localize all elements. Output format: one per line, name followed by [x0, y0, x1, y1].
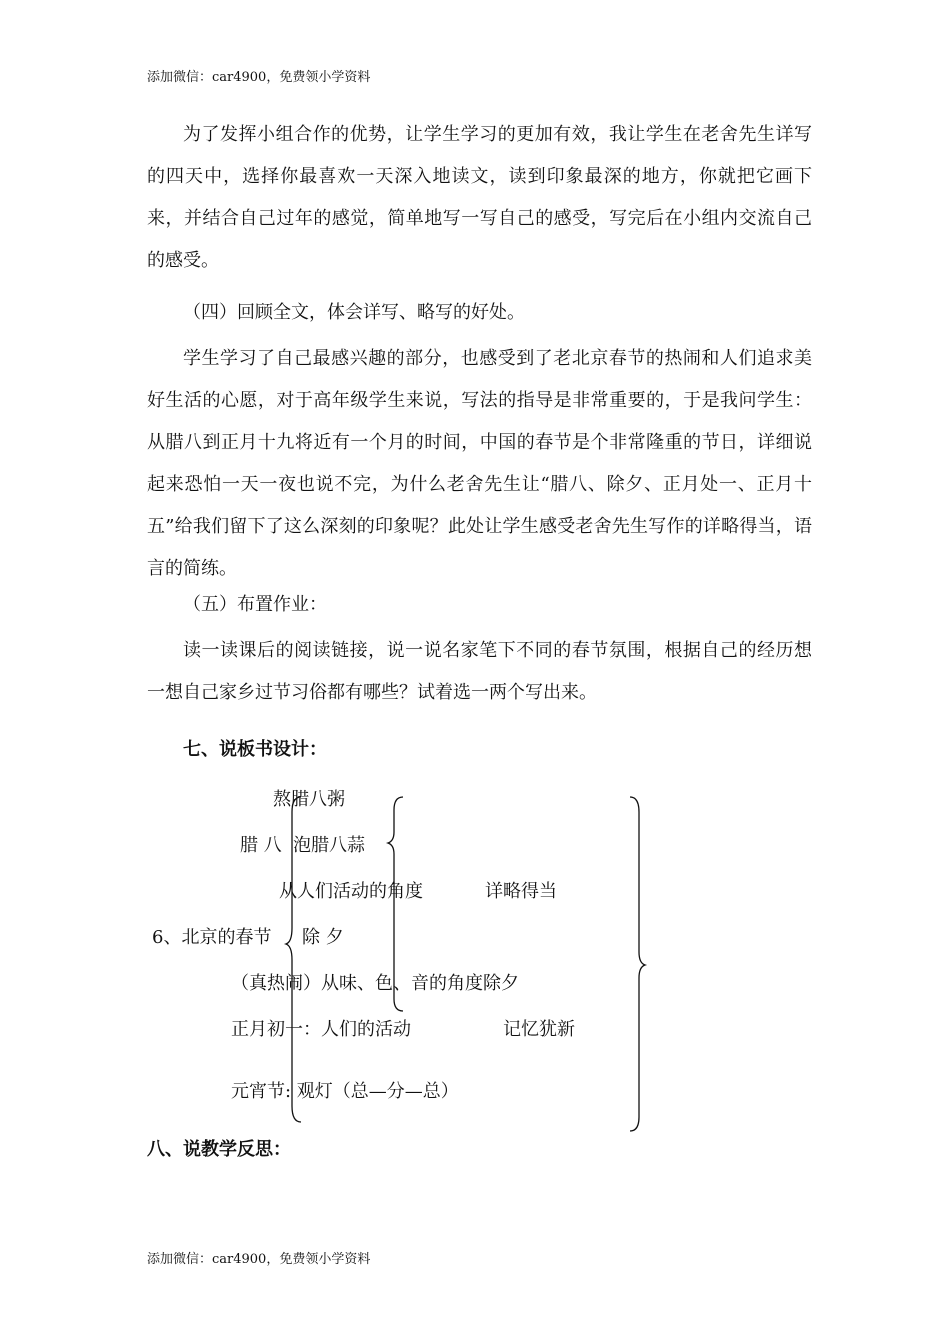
header-note: 添加微信：car4900，免费领小学资料 [147, 70, 371, 85]
board-note-memory: 记忆犹新 [503, 1019, 575, 1040]
heading-homework: （五）布置作业： [183, 594, 327, 615]
board-line-lantern: 元宵节: 观灯（总—分—总） [231, 1081, 459, 1102]
left-brace-small [388, 797, 403, 1011]
board-line-laba-porridge: 熬腊八粥 [273, 789, 345, 810]
board-label-laba: 腊 八 [240, 835, 282, 856]
board-note-detail: 详略得当 [485, 881, 557, 902]
paragraph-homework: 读一读课后的阅读链接，说一说名家笔下不同的春节氛围，根据自己的经历想一想自己家乡过节习俗都有哪些？试着选一两个写出来。 [147, 640, 812, 703]
section-8-title: 八、说教学反思： [147, 1139, 291, 1160]
board-title: 6、北京的春节 [152, 927, 272, 948]
board-label-new-years-eve: 除 夕 [302, 927, 344, 948]
section-7-title: 七、说板书设计： [183, 739, 327, 760]
board-line-activity-angle: 从人们活动的角度 [279, 881, 423, 902]
footer-note: 添加微信：car4900，免费领小学资料 [147, 1252, 371, 1267]
heading-review: （四）回顾全文，体会详写、略写的好处。 [183, 302, 525, 323]
paragraph-writing-method: 学生学习了自己最感兴趣的部分，也感受到了老北京春节的热闹和人们追求美好生活的心愿，对于高年级学生来说，写法的指导是非常重要的，于是我问学生：从腊八到正月十九将近有一个月的时间，中国的春节是个非常隆重的节日，详细说起来恐怕一天一夜也说不完，为什么老舍先生让“腊八、除夕、正月处一、正月十五”给我们留下了这么深刻的印象呢？此处让学生感受老舍先生写作的详略得当，语言的简练。 [147, 348, 812, 579]
board-line-senses: （真热闹）从味、色、音的角度除夕 [231, 973, 519, 994]
right-brace [630, 797, 645, 1131]
paragraph-group-work: 为了发挥小组合作的优势，让学生学习的更加有效，我让学生在老舍先生详写的四天中，选择你最喜欢一天深入地读文，读到印象最深的地方，你就把它画下来，并结合自己过年的感觉，简单地写一写自己的感受，写完后在小组内交流自己的感受。 [147, 124, 812, 271]
board-line-first-day: 正月初一：人们的活动 [231, 1019, 411, 1040]
board-line-laba-garlic: 泡腊八蒜 [293, 835, 365, 856]
left-brace-large [286, 797, 301, 1122]
